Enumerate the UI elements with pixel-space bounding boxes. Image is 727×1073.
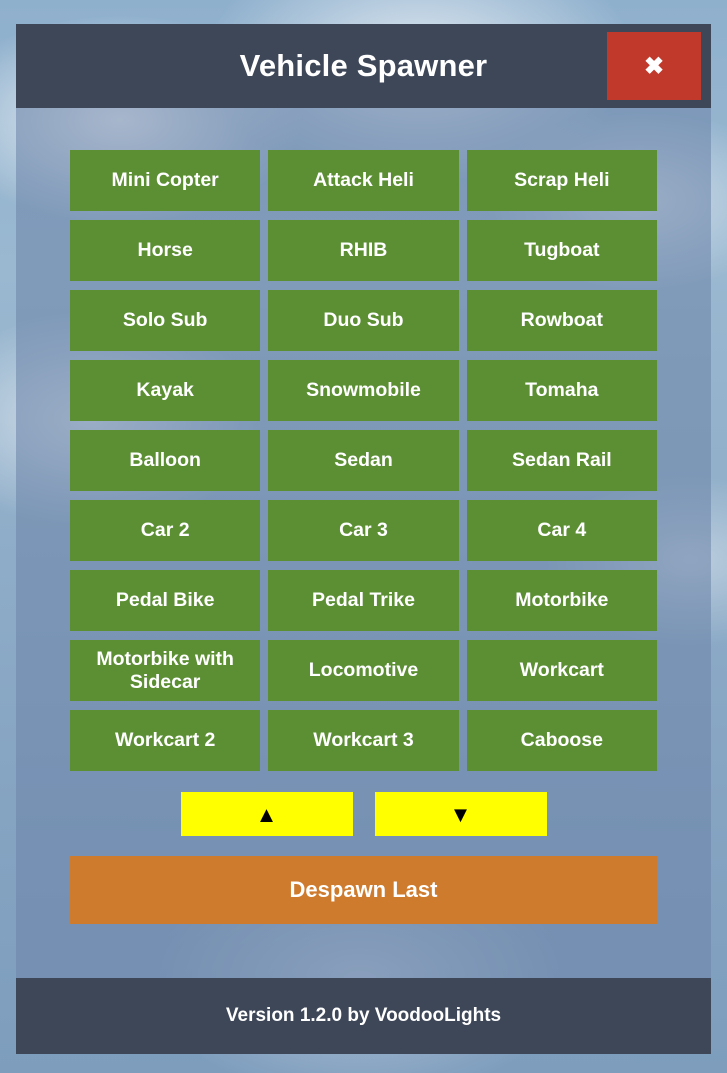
vehicle-button-car-3[interactable]: Car 3 bbox=[268, 500, 458, 561]
vehicle-button-balloon[interactable]: Balloon bbox=[70, 430, 260, 491]
vehicle-button-mini-copter[interactable]: Mini Copter bbox=[70, 150, 260, 211]
page-title: Vehicle Spawner bbox=[239, 48, 488, 83]
vehicle-button-rowboat[interactable]: Rowboat bbox=[467, 290, 657, 351]
pagination-controls bbox=[70, 792, 657, 836]
vehicle-button-car-4[interactable]: Car 4 bbox=[467, 500, 657, 561]
vehicle-button-workcart-3[interactable]: Workcart 3 bbox=[268, 710, 458, 771]
vehicle-button-workcart-2[interactable]: Workcart 2 bbox=[70, 710, 260, 771]
page-down-button[interactable]: ▼ bbox=[375, 792, 547, 836]
vehicle-button-grid bbox=[70, 150, 657, 771]
vehicle-button-rhib[interactable]: RHIB bbox=[268, 220, 458, 281]
vehicle-button-motorbike-with-sidecar[interactable]: Motorbike with Sidecar bbox=[70, 640, 260, 701]
vehicle-button-workcart[interactable]: Workcart bbox=[467, 640, 657, 701]
page-up-button[interactable]: ▲ bbox=[181, 792, 353, 836]
vehicle-button-pedal-trike[interactable]: Pedal Trike bbox=[268, 570, 458, 631]
vehicle-button-caboose[interactable]: Caboose bbox=[467, 710, 657, 771]
vehicle-button-pedal-bike[interactable]: Pedal Bike bbox=[70, 570, 260, 631]
vehicle-button-motorbike[interactable]: Motorbike bbox=[467, 570, 657, 631]
vehicle-button-attack-heli[interactable]: Attack Heli bbox=[268, 150, 458, 211]
vehicle-button-snowmobile[interactable]: Snowmobile bbox=[268, 360, 458, 421]
vehicle-button-horse[interactable]: Horse bbox=[70, 220, 260, 281]
window-titlebar bbox=[16, 24, 711, 108]
vehicle-button-car-2[interactable]: Car 2 bbox=[70, 500, 260, 561]
vehicle-button-tugboat[interactable]: Tugboat bbox=[467, 220, 657, 281]
vehicle-button-solo-sub[interactable]: Solo Sub bbox=[70, 290, 260, 351]
vehicle-button-sedan-rail[interactable]: Sedan Rail bbox=[467, 430, 657, 491]
vehicle-spawner-panel bbox=[16, 24, 711, 1054]
vehicle-button-sedan[interactable]: Sedan bbox=[268, 430, 458, 491]
footer-bar bbox=[16, 978, 711, 1054]
vehicle-button-duo-sub[interactable]: Duo Sub bbox=[268, 290, 458, 351]
vehicle-button-scrap-heli[interactable]: Scrap Heli bbox=[467, 150, 657, 211]
vehicle-button-kayak[interactable]: Kayak bbox=[70, 360, 260, 421]
despawn-last-button[interactable]: Despawn Last bbox=[70, 856, 657, 924]
vehicle-button-locomotive[interactable]: Locomotive bbox=[268, 640, 458, 701]
panel-body bbox=[16, 108, 711, 978]
vehicle-button-tomaha[interactable]: Tomaha bbox=[467, 360, 657, 421]
close-button[interactable]: ✖ bbox=[607, 32, 701, 100]
version-label: Version 1.2.0 by VoodooLights bbox=[225, 1005, 502, 1026]
